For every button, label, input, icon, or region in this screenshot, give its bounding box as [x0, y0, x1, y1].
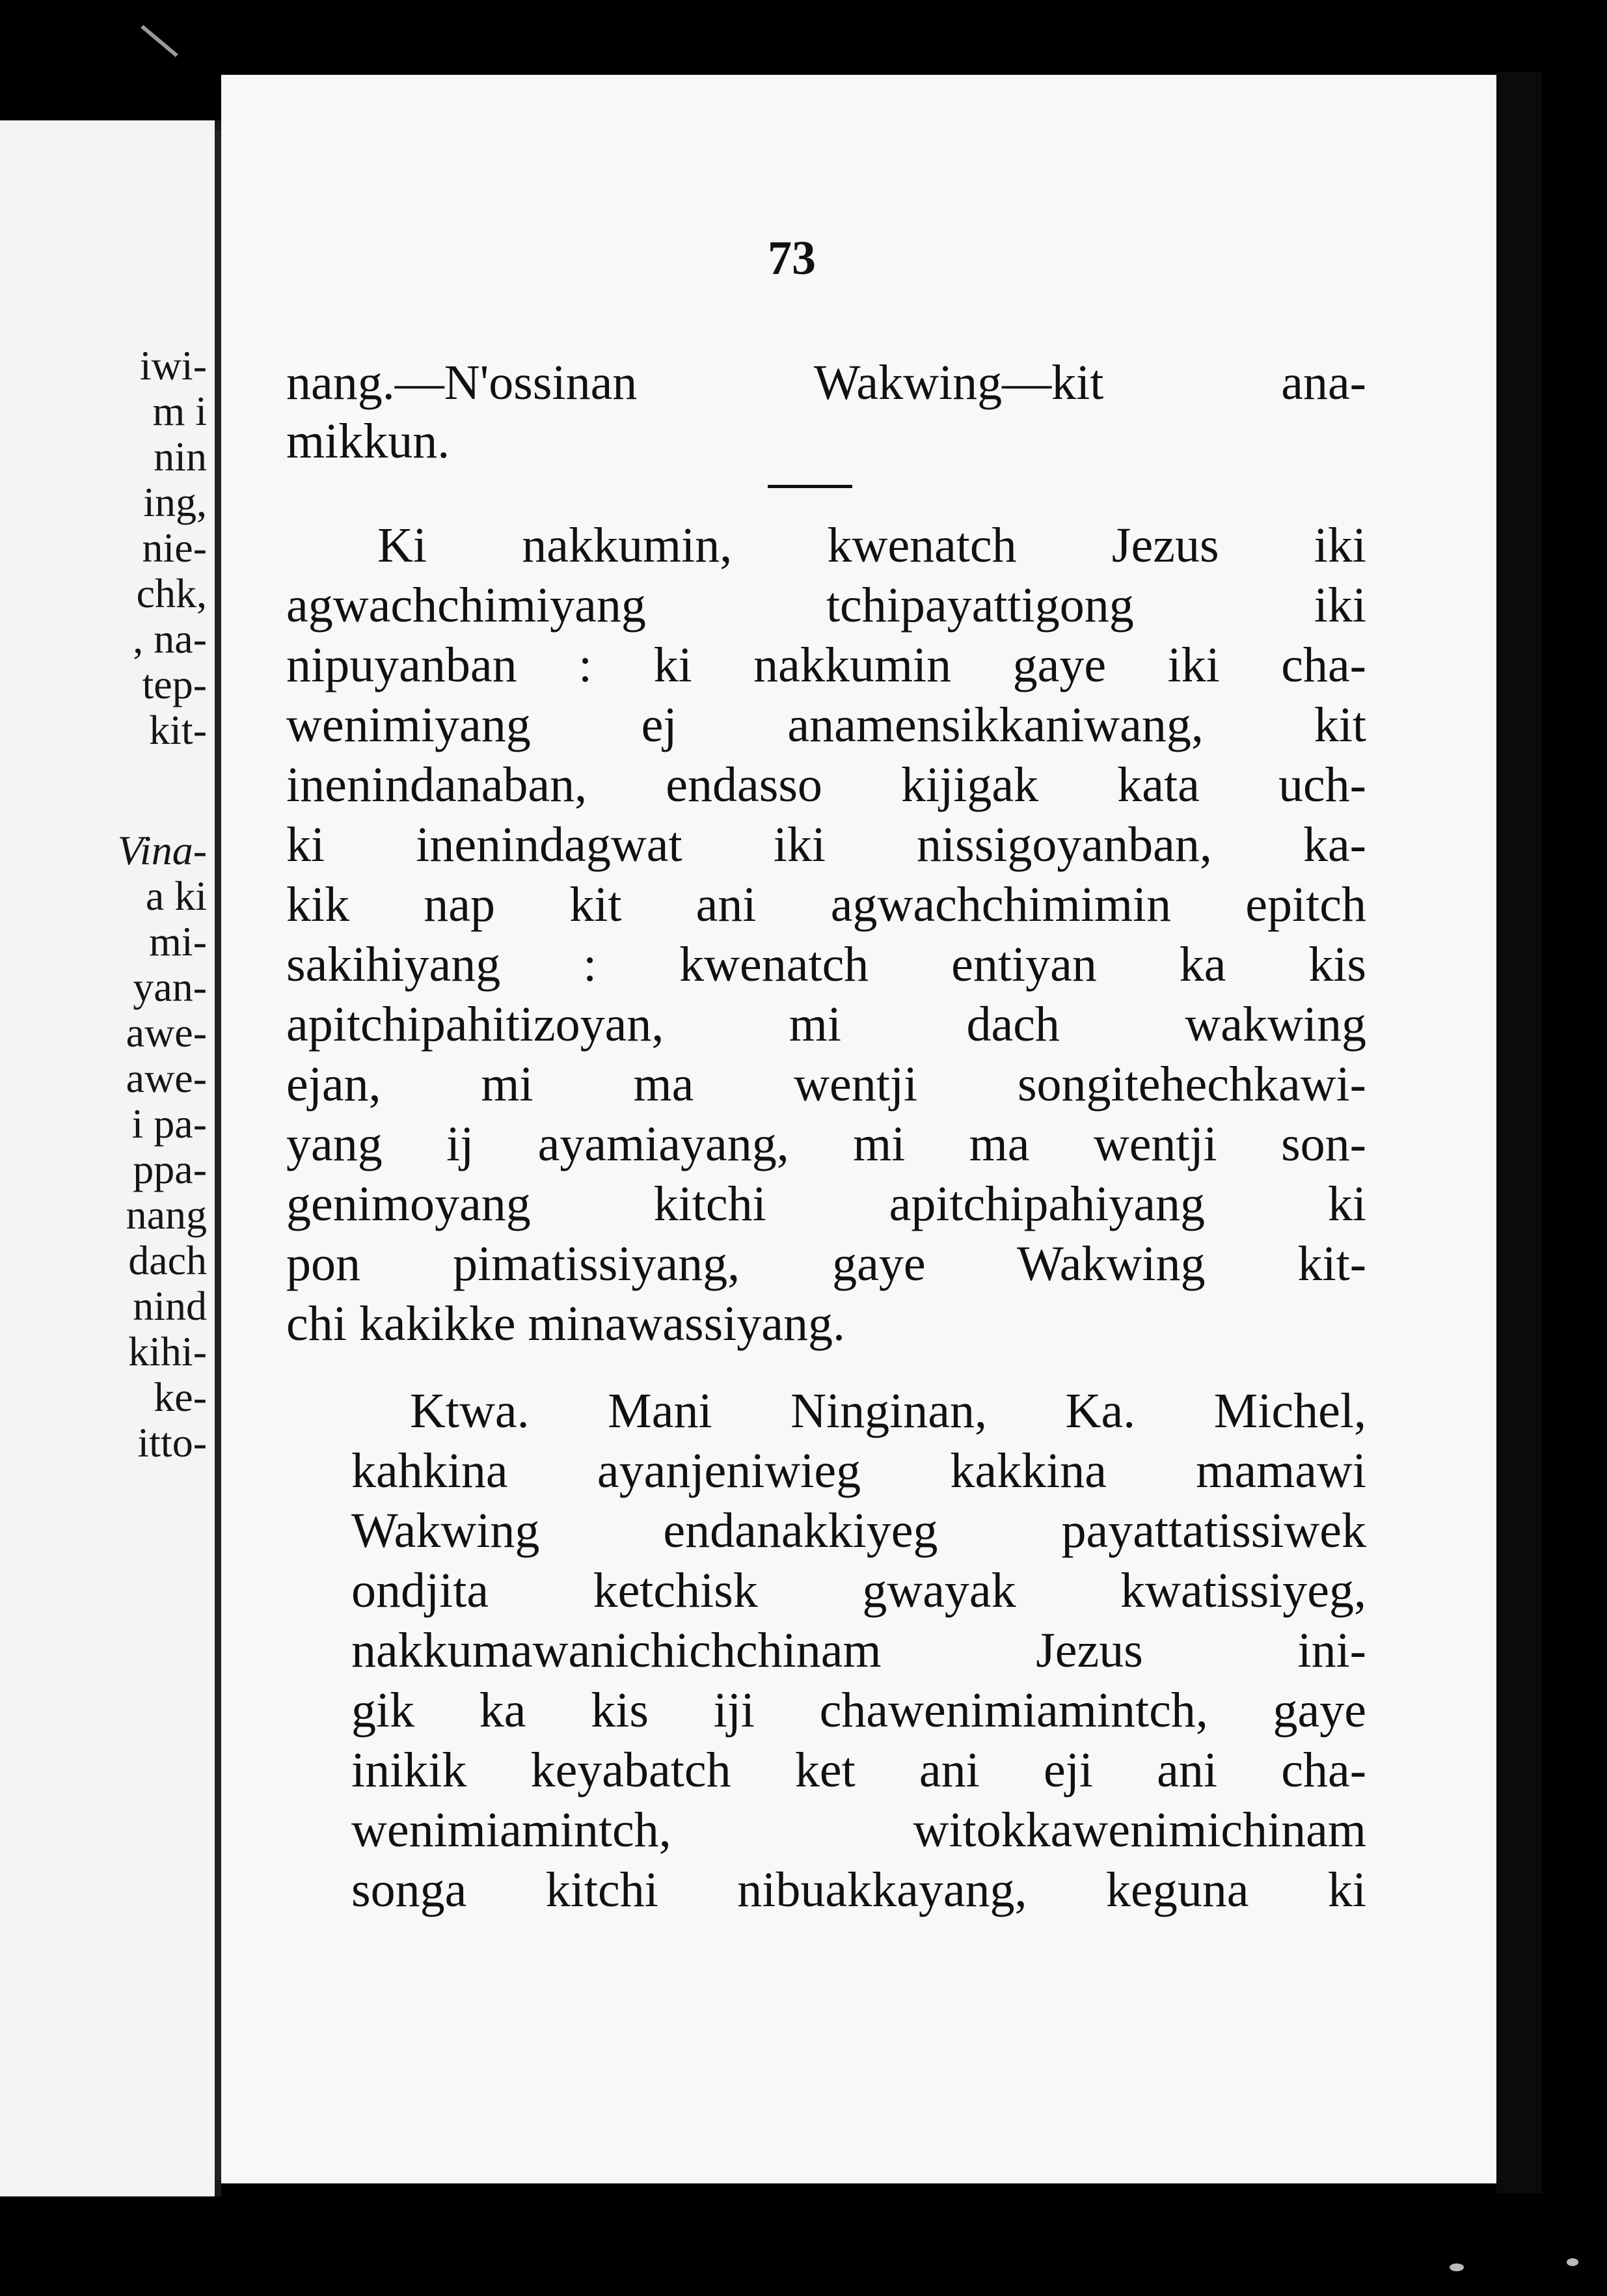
- text-line: pon pimatissiyang, gaye Wakwing kit-: [286, 1237, 1366, 1291]
- left-page-fragment: nang: [126, 1192, 207, 1238]
- text-line: genimoyang kitchi apitchipahiyang ki: [286, 1177, 1366, 1231]
- left-page-fragment: ing,: [143, 479, 207, 525]
- text-line: Ktwa. Mani Ninginan, Ka. Michel,: [410, 1384, 1366, 1438]
- text-line: agwachchimiyang tchipayattigong iki: [286, 578, 1366, 633]
- text-line: inenindanaban, endasso kijigak kata uch-: [286, 758, 1366, 812]
- right-page-edge: [1496, 72, 1542, 2193]
- text-line: sakihiyang : kwenatch entiyan ka kis: [286, 937, 1366, 992]
- text-line: nakkumawanichichchinam Jezus ini-: [351, 1623, 1366, 1678]
- left-page-fragment: itto-: [137, 1419, 207, 1466]
- scan-speck: [1567, 2258, 1578, 2266]
- left-page-fragment: awe-: [126, 1055, 207, 1101]
- text-line: Wakwing endanakkiyeg payattatissiwek: [351, 1503, 1366, 1558]
- left-page-fragment: ke-: [154, 1374, 207, 1420]
- text-line: wenimiamintch, witokkawenimichinam: [351, 1803, 1366, 1857]
- left-page-fragment: chk,: [136, 570, 207, 616]
- section-rule: [768, 485, 852, 488]
- left-page-fragment: mi-: [149, 918, 207, 964]
- text-line: ondjita ketchisk gwayak kwatissiyeg,: [351, 1563, 1366, 1618]
- left-page-fragment: yan-: [133, 964, 207, 1010]
- left-page-fragment: i pa-: [131, 1100, 207, 1147]
- text-line: Ki nakkumin, kwenatch Jezus iki: [377, 518, 1366, 573]
- text-line: nang.—N'ossinan Wakwing—kit ana-: [286, 355, 1366, 410]
- text-line: ejan, mi ma wentji songitehechkawi-: [286, 1057, 1366, 1112]
- text-line: mikkun.: [286, 414, 450, 469]
- text-line: apitchipahitizoyan, mi dach wakwing: [286, 997, 1366, 1052]
- text-line: yang ij ayamiayang, mi ma wentji son-: [286, 1117, 1366, 1171]
- page-number: 73: [768, 232, 816, 285]
- text-line: songa kitchi nibuakkayang, keguna ki: [351, 1863, 1366, 1917]
- text-line: kahkina ayanjeniwieg kakkina mamawi: [351, 1443, 1366, 1498]
- left-page-fragment: Vina-: [117, 827, 207, 873]
- left-page-fragment: nie-: [142, 525, 207, 571]
- left-page-fragment: m i: [152, 388, 207, 434]
- text-line: inikik keyabatch ket ani eji ani cha-: [351, 1743, 1366, 1797]
- left-page-fragment: nin: [154, 433, 207, 480]
- scan-mark: [141, 25, 178, 57]
- left-page-fragment: , na-: [133, 616, 207, 662]
- text-line: nipuyanban : ki nakkumin gaye iki cha-: [286, 638, 1366, 692]
- left-page-fragment: iwi-: [139, 342, 207, 389]
- left-page-edge: [0, 120, 221, 2196]
- left-page-fragment: nind: [133, 1283, 207, 1329]
- left-page-fragment: kihi-: [128, 1328, 207, 1374]
- text-line: kik nap kit ani agwachchimimin epitch: [286, 877, 1366, 932]
- left-page-fragment: a ki: [145, 873, 207, 919]
- text-line: ki inenindagwat iki nissigoyanban, ka-: [286, 817, 1366, 872]
- text-line: chi kakikke minawassiyang.: [286, 1296, 846, 1351]
- left-page-fragment: tep-: [142, 661, 207, 707]
- left-page-fragment: kit-: [149, 707, 207, 753]
- left-page-fragment: dach: [128, 1237, 207, 1283]
- left-page-fragment: awe-: [126, 1009, 207, 1056]
- scan-speck: [1450, 2263, 1464, 2271]
- left-page-fragment: ppa-: [133, 1146, 207, 1192]
- text-line: gik ka kis iji chawenimiamintch, gaye: [351, 1683, 1366, 1738]
- text-line: wenimiyang ej anamensikkaniwang, kit: [286, 698, 1366, 752]
